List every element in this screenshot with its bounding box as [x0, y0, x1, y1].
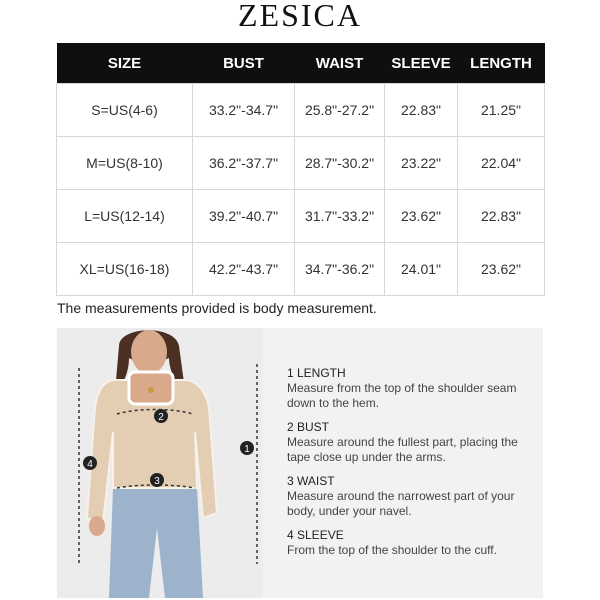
guide-item-description: From the top of the shoulder to the cuff. [287, 543, 497, 557]
table-cell: 25.8"-27.2" [295, 84, 385, 137]
table-cell: 23.62" [458, 243, 545, 296]
guide-item-description: Measure around the narrowest part of your body, under your navel. [287, 489, 515, 518]
column-header: SIZE [57, 43, 193, 84]
guide-item-length [287, 366, 537, 411]
measurement-instructions [287, 366, 537, 567]
guide-item-waist [287, 474, 537, 519]
measurement-note: The measurements provided is body measurement. [57, 300, 377, 316]
table-cell: M=US(8-10) [57, 137, 193, 190]
guide-item-bust [287, 420, 537, 465]
table-row [57, 84, 545, 137]
guide-item-sleeve [287, 528, 537, 558]
table-row [57, 243, 545, 296]
table-cell: 22.83" [458, 190, 545, 243]
table-cell: S=US(4-6) [57, 84, 193, 137]
guide-item-title: 1 LENGTH [287, 366, 346, 380]
table-cell: 22.04" [458, 137, 545, 190]
hand-shape [89, 516, 105, 536]
table-header-row [57, 43, 545, 84]
table-row [57, 137, 545, 190]
marker-1-label: 1 [244, 444, 250, 455]
table-cell: 22.83" [385, 84, 458, 137]
guide-item-title: 3 WAIST [287, 474, 335, 488]
table-cell: 23.22" [385, 137, 458, 190]
table-cell: 24.01" [385, 243, 458, 296]
column-header: BUST [193, 43, 295, 84]
table-cell: L=US(12-14) [57, 190, 193, 243]
necklace-pendant [148, 387, 154, 393]
brand-logo: ZESICA [238, 0, 362, 33]
table-cell: 23.62" [385, 190, 458, 243]
table-cell: 21.25" [458, 84, 545, 137]
column-header: LENGTH [458, 43, 545, 84]
column-header: WAIST [295, 43, 385, 84]
table-cell: 31.7"-33.2" [295, 190, 385, 243]
marker-3-label: 3 [154, 476, 160, 487]
guide-item-title: 2 BUST [287, 420, 330, 434]
guide-item-title: 4 SLEEVE [287, 528, 344, 542]
jeans-shape [109, 488, 203, 598]
table-cell: XL=US(16-18) [57, 243, 193, 296]
table-cell: 36.2"-37.7" [193, 137, 295, 190]
guide-item-description: Measure around the fullest part, placing the tape close up under the arms. [287, 435, 518, 464]
measurement-guide-panel [57, 328, 543, 598]
table-cell: 34.7"-36.2" [295, 243, 385, 296]
size-chart-table [56, 43, 545, 296]
marker-2-label: 2 [158, 412, 164, 423]
face-shape [131, 330, 167, 374]
guide-item-description: Measure from the top of the shoulder seam down to the hem. [287, 381, 517, 410]
table-cell: 28.7"-30.2" [295, 137, 385, 190]
column-header: SLEEVE [385, 43, 458, 84]
table-cell: 39.2"-40.7" [193, 190, 295, 243]
table-row [57, 190, 545, 243]
table-cell: 33.2"-34.7" [193, 84, 295, 137]
table-cell: 42.2"-43.7" [193, 243, 295, 296]
marker-4-label: 4 [87, 459, 93, 470]
